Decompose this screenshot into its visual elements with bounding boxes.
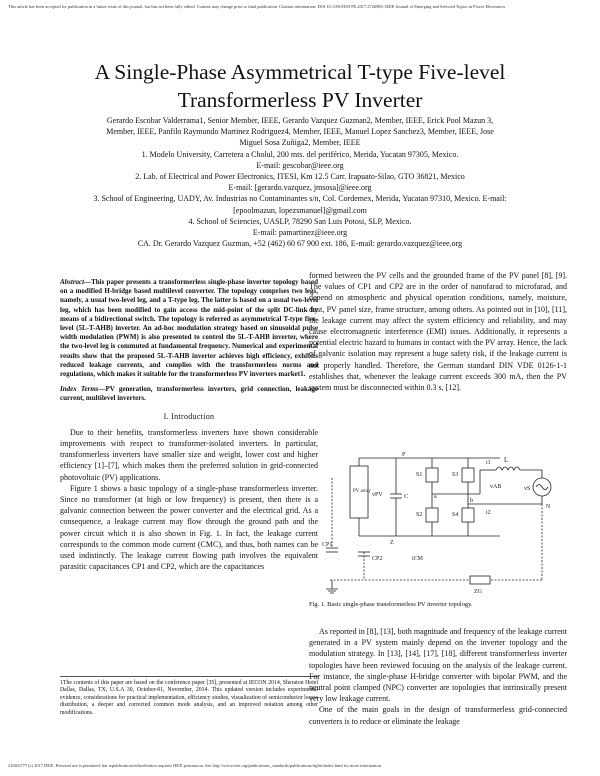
affiliation-line: 4. School of Sciencies, UASLP, 78290 San Luis Potosi, SLP, Mexico.	[188, 216, 412, 226]
body-paragraph: formed between the PV cells and the grounded frame of the PV panel [8], [9]. The values of CP1 and CP2 are in the order of nanofarad to microfarad, and depend on atmospheric and physical operation conditions, namely, moisture, dust, PV panel size, frame structure, among others. As pointed out in [10], [11], the leakage current may affect the system efficiency and reliability, and may cause electromagnetic interference (EMI) issues. Additionally, it represents a potential electric hazard to humans in contact with the PV array. Hence, the lack of galvanic isolation may represent a huge safety risk, if the leakage current is not properly handled. Therefore, the German standard DIN VDE 0126-1-1 establishes that, whenever the leakage current exceeds 300 mA, then the PV system must be disconnected within 0.3 s, [12].	[309, 271, 567, 393]
index-terms-text: —PV generation, transformerless inverters, grid connection, leakage current, multilevel inverters.	[60, 385, 319, 403]
index-terms-label: Index Terms	[60, 385, 99, 394]
body-paragraph: Due to their benefits, transformerless inverters have shown considerable improvements with respect to transformer-isolated inverters. In particular, transformerless inverters have smaller size and weight, lower cost and higher efficiency [1]–[7], which makes them the preferred solution in grid-connected photovoltaic (PV) applications.	[60, 427, 318, 482]
i1-label: i1	[486, 460, 491, 466]
section-heading: I. Introduction	[163, 411, 215, 421]
vab-label: vAB	[490, 484, 502, 490]
abstract-text: —This paper presents a transformerless single-phase inverter topology based on a modified H-bridge based multilevel converter. The topology comprises two legs, namely, a usual two-level leg, and a T-type leg. The latter is based on a usual two-level leg, which has been modified to gain access the mid-point of the split DC-link by means of a bidirectional switch. The topology is referred as asymmetrical T-type five-level (5L-T-AHB) inverter. An ad-hoc modulation strategy based on sinusoidal pulse width modulation (PWM) is also presented to control the 5L-T-AHB inverter, where the two-level leg is commuted at fundamental frequency. Numerical and experimental results show that the proposed 5L-T-AHB inverter achieves high efficiency, exhibits reduced leakage currents, and complies with the transformerless norms and regulations, which makes it suitable for the transformerless PV inverters market1.	[60, 278, 318, 379]
affiliation-email: E-mail: [gerardo.vazquez, jmsosa]@ieee.org	[228, 183, 372, 193]
vs-label: vS	[524, 486, 531, 492]
index-terms	[60, 385, 318, 403]
author-block	[52, 115, 548, 249]
author-line: Miguel Sosa Zuñiga2, Member, IEEE	[239, 138, 361, 148]
author-line: Gerardo Escobar Valderrama1, Senior Member, IEEE, Gerardo Vazquez Guzman2, Member, IEEE, Erick Pool Mazun 3,	[106, 116, 494, 125]
right-column-top	[309, 270, 567, 393]
cp1-label: CP1	[322, 542, 333, 548]
node-p-label: P	[402, 452, 406, 458]
circuit-figure	[320, 448, 560, 596]
switch-s1	[426, 468, 438, 482]
s4-label: S4	[452, 512, 459, 518]
body-paragraph: One of the main goals in the design of transformerless grid-connected converters is to reduce or eliminate the leakage	[309, 705, 567, 726]
node-b-label: b	[470, 498, 473, 504]
node-a-label: a	[434, 494, 437, 500]
switch-s2	[426, 508, 438, 522]
corresponding-author: CA. Dr. Gerardo Vazquez Guzman, +52 (462) 60 67 900 ext. 186, E-mail: gerardo.vazquez@ieee.org	[137, 239, 463, 249]
abstract-label: Abstract	[60, 278, 85, 286]
cp2-label: CP2	[372, 556, 383, 562]
paper-title: A Single-Phase Asymmetrical T-type Five-level Transformerless PV Inverter	[94, 60, 506, 112]
vpv-label: vPV	[372, 492, 383, 498]
running-header: This article has been accepted for publication in a future issue of this journal, but has not been fully edited. Content may change prior to final publication. Citation information: DOI 10.1109/JESTPE.2017.2726989, IEEE Journal of Emerging and Selected Topics in Power Electronics	[8, 4, 506, 9]
right-column-bottom	[309, 626, 567, 727]
body-paragraph: As reported in [8], [13], both magnitude and frequency of the leakage current generated in a PV system mainly depend on the inverter topology and the modulation strategy. In [13], [14], [17], [18], different transformerless inverter topologies have been reviewed focusing on the analysis of the leakage current. For instance, the single-phase H-bridge converter with bipolar PWM, and the neutral point clamped (NPC) converter are topologies that intrinsically present very low leakage current.	[309, 627, 567, 704]
i2-label: i2	[486, 510, 491, 516]
affiliation-email: E-mail: gescobar@ieee.org	[256, 160, 344, 170]
icm-label: iCM	[412, 556, 424, 562]
s1-label: S1	[416, 472, 423, 478]
author-line: Member, IEEE, Panfilo Raymundo Martinez Rodriguez4, Member, IEEE, Manuel Lopez Sanchez3, Member, IEEE, Jose	[106, 127, 494, 137]
switch-s4	[462, 508, 474, 522]
figure-caption: Fig. 1. Basic single-phase transformerless PV inverter topology.	[309, 601, 473, 608]
ground-icon	[326, 589, 338, 593]
abstract	[60, 278, 318, 379]
affiliation-line: 3. School of Engineering, UADY, Av. Industrias no Contaminantes s/n, Col. Cordemex, Merida, Yucatan 97310, Mexico. E-mail:	[93, 194, 507, 204]
affiliation-line: 2. Lab. of Electrical and Power Electronics, ITESI, Km 12.5 Carr. Irapuato-Silao, GTO 36821, Mexico	[135, 172, 465, 182]
affiliation-email: E-mail: pamartinez@ieee.org	[252, 228, 348, 238]
left-column	[60, 278, 318, 572]
affiliation-line: 1. Modelo University, Carretera a Cholul, 200 mts. del periférico, Merida, Yucatan 97305, Mexico.	[141, 149, 459, 159]
zg-impedance	[470, 576, 490, 584]
s2-label: S2	[416, 512, 423, 518]
copyright-footer: 2168-6777 (c) 2017 IEEE. Personal use is permitted, but republication/redistribution requires IEEE permission. See http://www.ieee.org/publications_standards/publications/rights/index.html for more information.	[8, 763, 382, 768]
footnote: 1The contents of this paper are based on the conference paper [35], presented at IECON 2014, Sheraton Hotel Dallas, Dallas, TX, U.S.A 30, October-01, November, 2014. This updated version includes experimental evidence, considerations for practical implementation, efficiency studies, visualization of semiconductor losses distribution, a deeper and corrected common mode analysis, and an improved notation among other modifications.	[60, 676, 318, 717]
s3-label: S3	[452, 472, 459, 478]
node-z-label: Z	[390, 540, 394, 546]
affiliation-email: [epoolmazun, lopezsmanuel]@gmail.com	[233, 205, 367, 215]
capacitor-label: C	[404, 494, 409, 500]
zg-label: ZG	[474, 589, 482, 595]
switch-s3	[462, 468, 474, 482]
pv-label: PV array	[353, 489, 371, 494]
inductor-label: L	[504, 456, 509, 464]
node-n-label: N	[546, 504, 551, 510]
sine-icon	[536, 485, 548, 490]
body-paragraph: Figure 1 shows a basic topology of a single-phase transformerless inverter. Since no transformer (at high or low frequency) is present, then there is a galvanic connection between the power converter and the electrical grid. As a consequence, a leakage current may flow through the ground path and the power circuit which it is also shown in Fig. 1. In fact, the leakage current corresponds to the common mode current (CMC), and thus, both names can be used indistinctly. The leakage current flowing path involves the equivalent parasitic capacitances CP1 and CP2, which are the capacitances	[60, 483, 318, 572]
inductor-l	[496, 467, 520, 470]
